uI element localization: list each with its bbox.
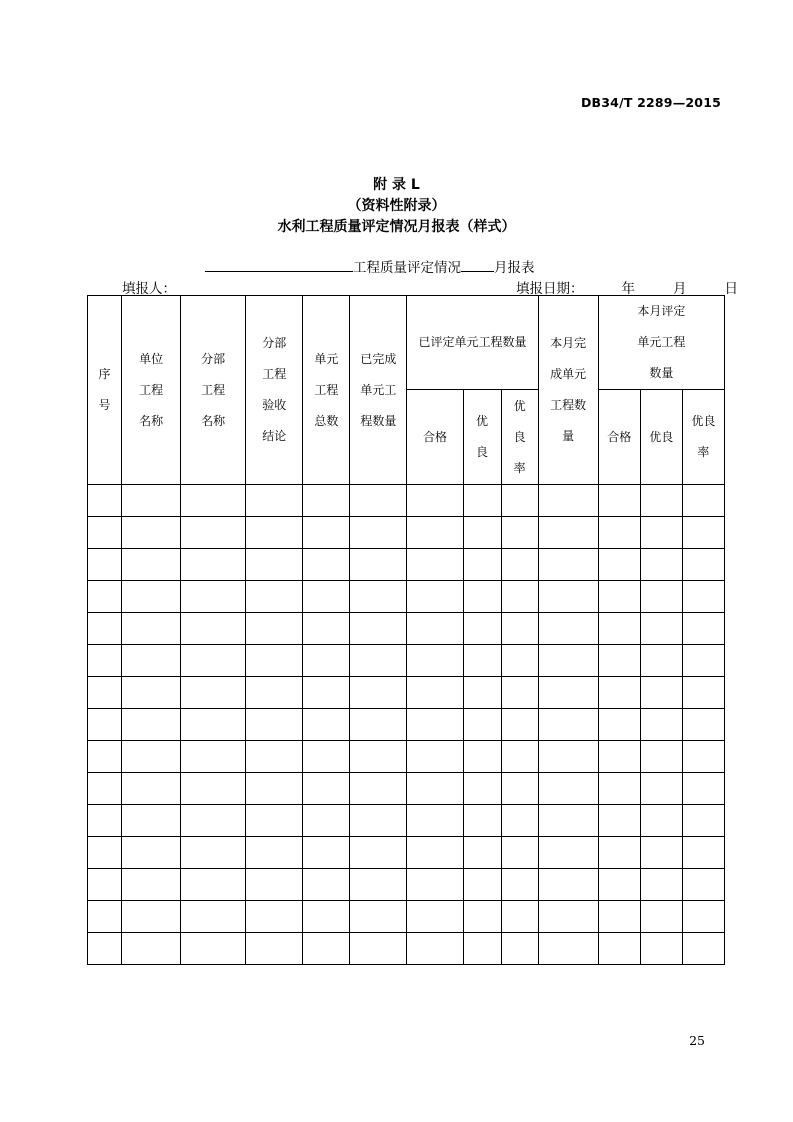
table-cell[interactable] (598, 901, 640, 933)
table-cell[interactable] (88, 549, 122, 581)
table-cell[interactable] (463, 869, 501, 901)
table-cell[interactable] (501, 581, 538, 613)
table-cell[interactable] (598, 517, 640, 549)
report-caption-text1: 工程质量评定情况 (353, 260, 461, 276)
table-row (88, 933, 725, 965)
table-cell[interactable] (598, 837, 640, 869)
header-month-rate: 优良率 (682, 390, 724, 485)
table-cell[interactable] (598, 773, 640, 805)
report-date (516, 277, 738, 297)
table-cell[interactable] (501, 485, 538, 517)
table-cell[interactable] (682, 581, 724, 613)
table-cell[interactable] (463, 773, 501, 805)
table-cell[interactable] (501, 805, 538, 837)
table-cell[interactable] (122, 485, 181, 517)
table-cell[interactable] (640, 741, 682, 773)
table-cell[interactable] (303, 549, 350, 581)
table-cell[interactable] (598, 709, 640, 741)
table-cell[interactable] (640, 645, 682, 677)
header-evaluated-group: 已评定单元工程数量 (407, 296, 538, 390)
table-cell[interactable] (463, 581, 501, 613)
header-element-total: 单元工程总数 (303, 296, 350, 485)
table-row (88, 645, 725, 677)
table-cell[interactable] (181, 485, 246, 517)
table-cell[interactable] (501, 869, 538, 901)
table-cell[interactable] (350, 581, 407, 613)
table-row (88, 741, 725, 773)
table-cell[interactable] (598, 869, 640, 901)
table-cell[interactable] (682, 869, 724, 901)
table-cell[interactable] (463, 677, 501, 709)
table-cell[interactable] (501, 613, 538, 645)
table-cell[interactable] (640, 837, 682, 869)
table-cell[interactable] (463, 485, 501, 517)
table-cell[interactable] (463, 645, 501, 677)
table-row (88, 517, 725, 549)
table-cell[interactable] (501, 837, 538, 869)
table-cell[interactable] (88, 517, 122, 549)
table-cell[interactable] (246, 485, 303, 517)
table-cell[interactable] (682, 933, 724, 965)
table-cell[interactable] (350, 613, 407, 645)
table-cell[interactable] (122, 677, 181, 709)
table-cell[interactable] (538, 773, 598, 805)
table-cell[interactable] (246, 709, 303, 741)
header-excellent-rate: 优良率 (501, 390, 538, 485)
table-cell[interactable] (122, 581, 181, 613)
table-cell[interactable] (682, 613, 724, 645)
table-cell[interactable] (598, 741, 640, 773)
table-cell[interactable] (122, 709, 181, 741)
table-cell[interactable] (538, 933, 598, 965)
table-cell[interactable] (181, 805, 246, 837)
table-cell[interactable] (303, 869, 350, 901)
table-cell[interactable] (181, 869, 246, 901)
table-cell[interactable] (350, 869, 407, 901)
table-cell[interactable] (246, 517, 303, 549)
header-sub-conclusion: 分部工程验收结论 (246, 296, 303, 485)
table-row (88, 485, 725, 517)
table-cell[interactable] (88, 901, 122, 933)
table-cell[interactable] (88, 773, 122, 805)
table-cell[interactable] (303, 645, 350, 677)
table-cell[interactable] (407, 805, 463, 837)
table-cell[interactable] (538, 485, 598, 517)
table-cell[interactable] (122, 613, 181, 645)
appendix-title: 附 录 L (373, 177, 420, 193)
table-cell[interactable] (598, 805, 640, 837)
table-cell[interactable] (407, 485, 463, 517)
table-cell[interactable] (682, 805, 724, 837)
table-cell[interactable] (122, 517, 181, 549)
table-cell[interactable] (181, 933, 246, 965)
table-cell[interactable] (640, 517, 682, 549)
table-row (88, 549, 725, 581)
report-caption (205, 256, 535, 276)
table-cell[interactable] (538, 901, 598, 933)
table-cell[interactable] (538, 837, 598, 869)
table-cell[interactable] (640, 485, 682, 517)
header-sub-project: 分部工程名称 (181, 296, 246, 485)
table-cell[interactable] (407, 773, 463, 805)
header-qualified: 合格 (407, 390, 463, 485)
table-row (88, 709, 725, 741)
table-cell[interactable] (538, 869, 598, 901)
table-cell[interactable] (246, 645, 303, 677)
table-cell[interactable] (407, 869, 463, 901)
table-cell[interactable] (350, 773, 407, 805)
table-cell[interactable] (538, 805, 598, 837)
table-cell[interactable] (501, 901, 538, 933)
table-cell[interactable] (303, 741, 350, 773)
table-cell[interactable] (246, 869, 303, 901)
table-cell[interactable] (640, 933, 682, 965)
table-cell[interactable] (350, 741, 407, 773)
table-cell[interactable] (640, 581, 682, 613)
table-cell[interactable] (246, 549, 303, 581)
table-cell[interactable] (407, 933, 463, 965)
table-cell[interactable] (122, 901, 181, 933)
filler-label: 填报人： (122, 281, 176, 297)
table-cell[interactable] (122, 869, 181, 901)
table-row (88, 805, 725, 837)
table-cell[interactable] (538, 517, 598, 549)
table-cell[interactable] (463, 837, 501, 869)
table-cell[interactable] (538, 709, 598, 741)
table-row (88, 901, 725, 933)
table-cell[interactable] (246, 901, 303, 933)
table-cell[interactable] (501, 933, 538, 965)
table-cell[interactable] (350, 901, 407, 933)
table-cell[interactable] (246, 933, 303, 965)
table-cell[interactable] (682, 549, 724, 581)
table-cell[interactable] (463, 741, 501, 773)
form-title: 水利工程质量评定情况月报表（样式） (277, 219, 516, 235)
title-block (0, 175, 793, 238)
table-cell[interactable] (407, 901, 463, 933)
table-cell[interactable] (350, 933, 407, 965)
table-cell[interactable] (303, 837, 350, 869)
table-cell[interactable] (501, 709, 538, 741)
table-cell[interactable] (598, 677, 640, 709)
report-caption-text2: 月报表 (494, 260, 535, 276)
table-cell[interactable] (598, 549, 640, 581)
table-cell[interactable] (88, 485, 122, 517)
table-cell[interactable] (122, 805, 181, 837)
table-cell[interactable] (246, 741, 303, 773)
table-cell[interactable] (682, 741, 724, 773)
table-cell[interactable] (88, 613, 122, 645)
date-month: 月 (673, 281, 687, 297)
table-cell[interactable] (246, 581, 303, 613)
table-cell[interactable] (501, 741, 538, 773)
header-excellent: 优良 (463, 390, 501, 485)
table-body (88, 485, 725, 965)
table-cell[interactable] (640, 869, 682, 901)
table-cell[interactable] (246, 837, 303, 869)
table-cell[interactable] (181, 549, 246, 581)
table-cell[interactable] (122, 933, 181, 965)
table-cell[interactable] (350, 485, 407, 517)
table-cell[interactable] (640, 613, 682, 645)
table-cell[interactable] (303, 485, 350, 517)
table-cell[interactable] (303, 709, 350, 741)
table-cell[interactable] (303, 581, 350, 613)
table-cell[interactable] (682, 709, 724, 741)
table-cell[interactable] (88, 741, 122, 773)
table-cell[interactable] (538, 549, 598, 581)
table-cell[interactable] (350, 677, 407, 709)
page-number: 25 (689, 1033, 705, 1048)
table-cell[interactable] (88, 677, 122, 709)
table-row (88, 581, 725, 613)
table-cell[interactable] (122, 837, 181, 869)
table-cell[interactable] (598, 581, 640, 613)
table-cell[interactable] (407, 517, 463, 549)
header-month-qualified: 合格 (598, 390, 640, 485)
table-cell[interactable] (682, 837, 724, 869)
table-cell[interactable] (88, 837, 122, 869)
table-cell[interactable] (407, 581, 463, 613)
date-label: 填报日期： (516, 281, 584, 297)
table-cell[interactable] (181, 517, 246, 549)
table-cell[interactable] (181, 741, 246, 773)
table-cell[interactable] (246, 677, 303, 709)
table-cell[interactable] (303, 805, 350, 837)
header-unit-project: 单位工程名称 (122, 296, 181, 485)
table-row (88, 869, 725, 901)
table-cell[interactable] (88, 581, 122, 613)
table-cell[interactable] (350, 517, 407, 549)
table-cell[interactable] (122, 549, 181, 581)
table-cell[interactable] (350, 805, 407, 837)
table-cell[interactable] (640, 901, 682, 933)
table-cell[interactable] (181, 645, 246, 677)
table-cell[interactable] (501, 773, 538, 805)
table-cell[interactable] (246, 613, 303, 645)
table-row (88, 773, 725, 805)
table-cell[interactable] (181, 677, 246, 709)
table-cell[interactable] (122, 645, 181, 677)
table-cell[interactable] (640, 773, 682, 805)
table-cell[interactable] (598, 485, 640, 517)
table-cell[interactable] (598, 613, 640, 645)
table-cell[interactable] (303, 613, 350, 645)
table-cell[interactable] (682, 901, 724, 933)
appendix-nature: （资料性附录） (347, 198, 446, 214)
table-cell[interactable] (463, 805, 501, 837)
date-year: 年 (621, 281, 635, 297)
table-cell[interactable] (682, 773, 724, 805)
table-cell[interactable] (407, 677, 463, 709)
table-cell[interactable] (682, 677, 724, 709)
table-cell[interactable] (463, 517, 501, 549)
table-cell[interactable] (640, 549, 682, 581)
table-row (88, 613, 725, 645)
table-cell[interactable] (181, 709, 246, 741)
table-cell[interactable] (463, 901, 501, 933)
table-cell[interactable] (350, 709, 407, 741)
table-cell[interactable] (303, 773, 350, 805)
table-cell[interactable] (598, 645, 640, 677)
table-cell[interactable] (682, 517, 724, 549)
header-month-completed: 本月完成单元工程数量 (538, 296, 598, 485)
table-cell[interactable] (538, 677, 598, 709)
table-cell[interactable] (246, 773, 303, 805)
table-cell[interactable] (181, 581, 246, 613)
table-cell[interactable] (640, 677, 682, 709)
table-cell[interactable] (682, 485, 724, 517)
table-cell[interactable] (598, 933, 640, 965)
table-cell[interactable] (350, 837, 407, 869)
table-cell[interactable] (88, 933, 122, 965)
table-cell[interactable] (407, 709, 463, 741)
table-cell[interactable] (350, 645, 407, 677)
header-month-excellent: 优良 (640, 390, 682, 485)
table-cell[interactable] (501, 645, 538, 677)
table-cell[interactable] (407, 549, 463, 581)
table-cell[interactable] (407, 613, 463, 645)
table-cell[interactable] (407, 741, 463, 773)
table-cell[interactable] (501, 549, 538, 581)
table-cell[interactable] (538, 613, 598, 645)
table-cell[interactable] (181, 837, 246, 869)
table-cell[interactable] (407, 645, 463, 677)
table-row (88, 677, 725, 709)
project-name-blank (205, 257, 353, 272)
table-cell[interactable] (88, 645, 122, 677)
report-table (87, 295, 725, 965)
table-cell[interactable] (501, 677, 538, 709)
table-cell[interactable] (350, 549, 407, 581)
table-cell[interactable] (463, 709, 501, 741)
table-cell[interactable] (538, 581, 598, 613)
standard-code: DB34/T 2289—2015 (580, 95, 721, 110)
table-cell[interactable] (538, 645, 598, 677)
table-cell[interactable] (88, 709, 122, 741)
table-cell[interactable] (407, 837, 463, 869)
header-seq: 序号 (88, 296, 122, 485)
table-cell[interactable] (463, 933, 501, 965)
table-cell[interactable] (181, 901, 246, 933)
table-cell[interactable] (682, 645, 724, 677)
table-cell[interactable] (303, 677, 350, 709)
table-cell[interactable] (303, 517, 350, 549)
table-cell[interactable] (122, 741, 181, 773)
table-cell[interactable] (246, 805, 303, 837)
table-cell[interactable] (181, 613, 246, 645)
table-cell[interactable] (88, 805, 122, 837)
table-row (88, 837, 725, 869)
table-cell[interactable] (538, 741, 598, 773)
header-month-evaluated-group: 本月评定单元工程数量 (598, 296, 724, 390)
table-cell[interactable] (122, 773, 181, 805)
table-cell[interactable] (303, 901, 350, 933)
date-day: 日 (724, 281, 738, 297)
table-cell[interactable] (501, 517, 538, 549)
table-cell[interactable] (640, 805, 682, 837)
table-cell[interactable] (88, 869, 122, 901)
table-cell[interactable] (463, 613, 501, 645)
table-cell[interactable] (303, 933, 350, 965)
table-cell[interactable] (463, 549, 501, 581)
table-cell[interactable] (640, 709, 682, 741)
table-cell[interactable] (181, 773, 246, 805)
header-completed: 已完成单元工程数量 (350, 296, 407, 485)
month-blank (461, 257, 494, 272)
